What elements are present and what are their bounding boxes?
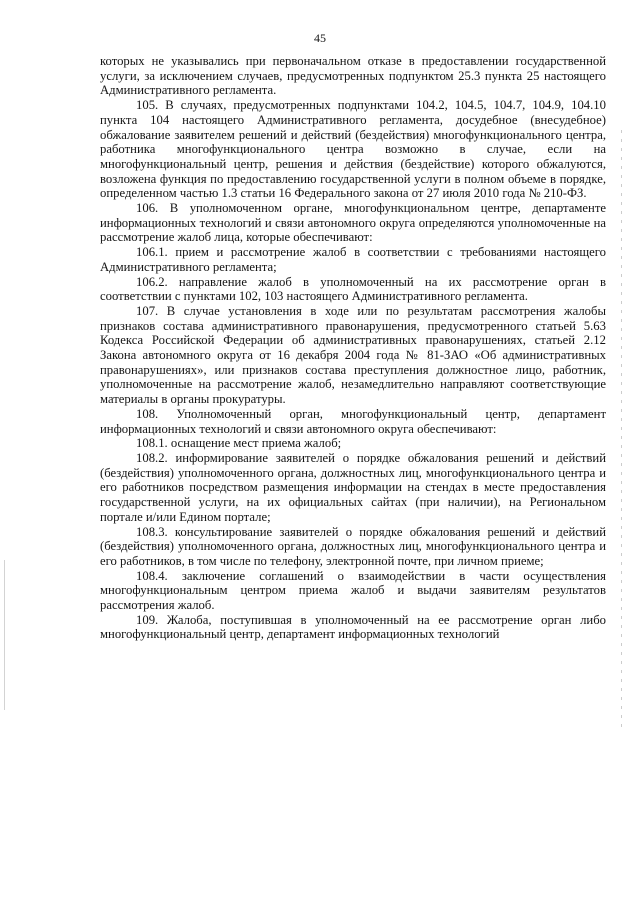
paragraph-p109: 109. Жалоба, поступившая в уполномоченный на ее рассмотрение орган либо многофункциональный центр, департамент информационных технологий	[100, 612, 606, 642]
paragraph-p108: 108. Уполномоченный орган, многофункциональный центр, департамент информационных технологий и связи автономного округа обеспечивают:	[100, 406, 606, 436]
page-number: 45	[314, 31, 326, 45]
paragraph-p106: 106. В уполномоченном органе, многофункциональном центре, департаменте информационных технологий и связи автономного округа определяются уполномоченные на рассмотрение жалоб лица, которые обеспечивают:	[100, 201, 606, 245]
document-body	[100, 54, 606, 642]
paragraph-p108_3: 108.3. консультирование заявителей о порядке обжалования решений и действий (бездействия) уполномоченного органа, должностных лиц, многофункционального центра и его работников, в том числе по телефону, электронной почте, при личном приеме;	[100, 524, 606, 568]
paragraph-p107: 107. В случае установления в ходе или по результатам рассмотрения жалобы признаков состава административного правонарушения, предусмотренного статьей 5.63 Кодекса Российской Федерации об административных правонарушениях, статьей 2.12 Закона автономного округа от 16 декабря 2004 года № 81-ЗАО «Об административных правонарушениях», или признаков состава преступления должностное лицо, работник, уполномоченные на рассмотрение жалоб, незамедлительно направляют соответствующие материалы в органы прокуратуры.	[100, 303, 606, 407]
paragraph-p108_2: 108.2. информирование заявителей о порядке обжалования решений и действий (бездействия) уполномоченного органа, должностных лиц, многофункционального центра и его работников посредством размещения информации на стендах в месте предоставления государственной услуги, на их официальных сайтах (при наличии), на Региональном портале и/или Едином портале;	[100, 450, 606, 524]
paragraph-p106_1: 106.1. прием и рассмотрение жалоб в соответствии с требованиями настоящего Административного регламента;	[100, 245, 606, 274]
paragraph-p105: 105. В случаях, предусмотренных подпунктами 104.2, 104.5, 104.7, 104.9, 104.10 пункта 104 настоящего Административного регламента, досудебное (внесудебное) обжалование заявителем решений и действий (бездействия) многофункционального центра, работника многофункционального центра возможно в случае, если на многофункциональный центр, решения и действия (бездействие) которого обжалуются, возложена функция по предоставлению государственной услуги в полном объеме в порядке, определенном частью 1.3 статьи 16 Федерального закона от 27 июля 2010 года № 210-ФЗ.	[100, 98, 606, 201]
paragraph-p108_1: 108.1. оснащение мест приема жалоб;	[136, 436, 342, 451]
scan-edge-mark	[621, 130, 622, 730]
paragraph-p108_4: 108.4. заключение соглашений о взаимодействии в части осуществления многофункциональным центром приема жалоб и выдачи заявителям результатов рассмотрения жалоб.	[100, 568, 606, 613]
paragraph-p0: которых не указывались при первоначальном отказе в предоставлении государственной услуги, за исключением случаев, предусмотренных подпунктом 25.3 пункта 25 настоящего Административного регламента.	[100, 54, 606, 98]
scan-edge-mark-left	[4, 560, 5, 710]
paragraph-p106_2: 106.2. направление жалоб в уполномоченный на их рассмотрение орган в соответствии с пунктами 102, 103 настоящего Административного регламента.	[100, 274, 606, 304]
